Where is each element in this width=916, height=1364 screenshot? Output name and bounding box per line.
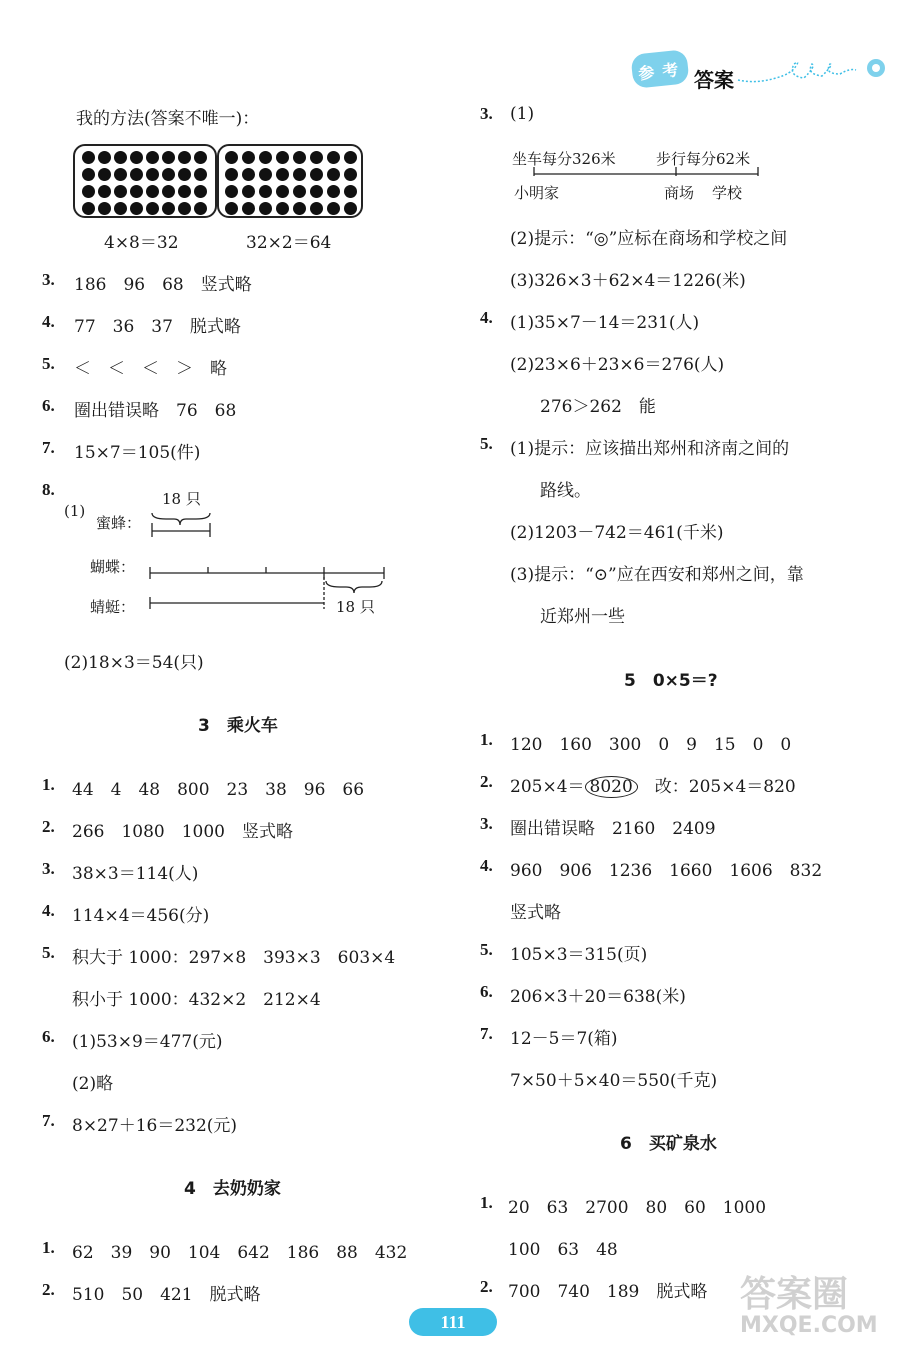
- dot: [259, 202, 272, 215]
- question-number: 7.: [42, 438, 55, 457]
- dot: [194, 202, 207, 215]
- label-bee: 蜜蜂：: [96, 514, 142, 532]
- question-number: 1.: [42, 1238, 55, 1257]
- dot: [82, 168, 95, 181]
- dot: [130, 202, 143, 215]
- answer-text: 120 160 300 0 9 15 0 0: [510, 735, 792, 755]
- label-home: 小明家: [514, 184, 560, 202]
- question-number: 5.: [480, 940, 493, 959]
- dot: [259, 168, 272, 181]
- question-number: 5.: [42, 943, 55, 962]
- label-dragonfly: 蜻蜓：: [90, 598, 136, 616]
- answer-text: 100 63 48: [508, 1240, 618, 1260]
- answer-text: 276＞262 能: [540, 397, 656, 417]
- question-number: 6.: [42, 396, 55, 415]
- dot: [178, 185, 191, 198]
- dot: [162, 202, 175, 215]
- dot: [310, 151, 323, 164]
- question-number: 3.: [42, 270, 55, 289]
- dot: [146, 185, 159, 198]
- answer-text: 62 39 90 104 642 186 88 432: [72, 1243, 408, 1263]
- answer-text: (1)53×9＝477(元): [72, 1032, 223, 1052]
- dot: [98, 185, 111, 198]
- dot: [194, 151, 207, 164]
- watermark-line2: MXQE.COM: [740, 1313, 878, 1338]
- equation-32x2: 32×2＝64: [246, 233, 332, 253]
- q8-part-1: (1): [64, 502, 86, 520]
- question-number: 7.: [480, 1024, 493, 1043]
- dot: [310, 202, 323, 215]
- dot: [327, 185, 340, 198]
- dot: [344, 202, 357, 215]
- dot: [293, 151, 306, 164]
- dot: [130, 185, 143, 198]
- dot: [327, 168, 340, 181]
- circled-error: 8020: [585, 776, 638, 798]
- dot: [114, 168, 127, 181]
- dot: [242, 151, 255, 164]
- dot: [114, 185, 127, 198]
- answer-text: 77 36 37 脱式略: [74, 317, 241, 337]
- dot: [194, 168, 207, 181]
- question-number: 1.: [42, 775, 55, 794]
- dot: [327, 151, 340, 164]
- answer-text: 8×27＋16＝232(元): [72, 1116, 238, 1136]
- dot: [162, 168, 175, 181]
- answer-text: 44 4 48 800 23 38 96 66: [72, 780, 365, 800]
- answer-text: (2)略: [72, 1074, 114, 1094]
- dot: [310, 168, 323, 181]
- method-label: 我的方法(答案不唯一)：: [76, 109, 260, 129]
- answer-text: [510, 772, 796, 797]
- decorative-flourish: [736, 56, 896, 88]
- dot: [293, 202, 306, 215]
- dot: [310, 185, 323, 198]
- question-number: 1.: [480, 1193, 493, 1212]
- question-number: 7.: [42, 1111, 55, 1130]
- question-number: 4.: [480, 308, 493, 327]
- dot: [130, 151, 143, 164]
- dot: [82, 151, 95, 164]
- dot: [293, 185, 306, 198]
- segment-diagram: [140, 505, 400, 615]
- question-number: 6.: [42, 1027, 55, 1046]
- dot: [146, 202, 159, 215]
- question-number: 2.: [42, 1280, 55, 1299]
- dot-group-right: [217, 144, 363, 218]
- dot: [327, 202, 340, 215]
- answer-text: 20 63 2700 80 60 1000: [508, 1198, 767, 1218]
- answer-text: 700 740 189 脱式略: [508, 1282, 708, 1302]
- dot: [225, 202, 238, 215]
- dot: [194, 185, 207, 198]
- answer-text: 206×3＋20＝638(米): [510, 987, 686, 1007]
- dot: [114, 151, 127, 164]
- wrong-equation: 205×4＝: [510, 777, 585, 797]
- dot: [242, 202, 255, 215]
- section-title-4: 4 去奶奶家: [184, 1179, 281, 1199]
- dot: [162, 185, 175, 198]
- answer-text: (3)326×3＋62×4＝1226(米): [510, 271, 746, 291]
- answer-text: 15×7＝105(件): [74, 443, 201, 463]
- dot: [344, 168, 357, 181]
- dot: [82, 185, 95, 198]
- dot: [242, 168, 255, 181]
- answer-text: ＜ ＜ ＜ ＞ 略: [74, 359, 227, 379]
- answer-text: (1)35×7－14＝231(人): [510, 313, 700, 333]
- answer-text: 近郑州一些: [540, 607, 625, 627]
- dot: [178, 151, 191, 164]
- question-number: 4.: [42, 312, 55, 331]
- dot: [178, 168, 191, 181]
- header-badge: [630, 49, 689, 89]
- dot: [98, 168, 111, 181]
- question-number: 6.: [480, 982, 493, 1001]
- answer-text: (3)提示：“⊙”应在西安和郑州之间，靠: [510, 565, 804, 585]
- label-ride-speed: 坐车每分326米: [512, 150, 616, 168]
- dot: [276, 168, 289, 181]
- badge-char-2: 考: [661, 60, 680, 81]
- dot: [225, 151, 238, 164]
- question-number: 5.: [480, 434, 493, 453]
- answer-text: (1): [510, 104, 535, 124]
- dot: [293, 168, 306, 181]
- question-number: 2.: [480, 1277, 493, 1296]
- answer-text: 510 50 421 脱式略: [72, 1285, 261, 1305]
- watermark-line1: 答案圈: [740, 1274, 849, 1315]
- dot: [225, 168, 238, 181]
- question-number: 5.: [42, 354, 55, 373]
- answer-text: 186 96 68 竖式略: [74, 275, 252, 295]
- dot: [82, 202, 95, 215]
- dot: [344, 185, 357, 198]
- q8-part-2: (2)18×3＝54(只): [64, 653, 204, 673]
- dot: [114, 202, 127, 215]
- label-18-side: 18 只: [336, 598, 375, 616]
- label-walk-speed: 步行每分62米: [656, 150, 751, 168]
- dot: [276, 202, 289, 215]
- answer-text: 圈出错误略 76 68: [74, 401, 237, 421]
- page-number: 111: [409, 1308, 497, 1336]
- question-number: 1.: [480, 730, 493, 749]
- question-number: 2.: [480, 772, 493, 791]
- question-number: 4.: [480, 856, 493, 875]
- corrected-equation: 改：205×4＝820: [637, 777, 796, 797]
- answer-text: 960 906 1236 1660 1606 832: [510, 861, 823, 881]
- answer-text: 12－5＝7(箱): [510, 1029, 618, 1049]
- dot: [276, 151, 289, 164]
- answer-text: 积大于 1000：297×8 393×3 603×4: [72, 948, 396, 968]
- answer-text: 38×3＝114(人): [72, 864, 199, 884]
- section-title-3: 3 乘火车: [198, 716, 278, 736]
- answer-text: 114×4＝456(分): [72, 906, 210, 926]
- answer-text: 7×50＋5×40＝550(千克): [510, 1071, 718, 1091]
- question-number: 3.: [42, 859, 55, 878]
- answer-text: 圈出错误略 2160 2409: [510, 819, 716, 839]
- answer-text: 积小于 1000：432×2 212×4: [72, 990, 321, 1010]
- answer-text: 路线。: [540, 481, 591, 501]
- answer-text: 105×3＝315(页): [510, 945, 648, 965]
- section-title-5: 5 0×5＝?: [624, 671, 718, 691]
- dot: [162, 151, 175, 164]
- answer-text: (2)1203－742＝461(千米): [510, 523, 724, 543]
- dot: [242, 185, 255, 198]
- answer-text: 266 1080 1000 竖式略: [72, 822, 293, 842]
- answer-text: (2)提示：“◎”应标在商场和学校之间: [510, 229, 788, 249]
- route-line: [510, 164, 770, 184]
- extra-brace: [326, 581, 382, 593]
- dot: [259, 151, 272, 164]
- label-18-top: 18 只: [162, 490, 201, 508]
- dot: [130, 168, 143, 181]
- dot: [344, 151, 357, 164]
- question-number: 2.: [42, 817, 55, 836]
- dot: [225, 185, 238, 198]
- watermark: [740, 1276, 878, 1338]
- dot: [146, 151, 159, 164]
- dot: [98, 151, 111, 164]
- section-title-6: 6 买矿泉水: [620, 1134, 717, 1154]
- label-butterfly: 蝴蝶：: [90, 558, 136, 576]
- answer-text: (2)23×6＋23×6＝276(人): [510, 355, 725, 375]
- dot: [259, 185, 272, 198]
- badge-char-1: 参: [637, 62, 656, 84]
- question-number: 8.: [42, 480, 55, 499]
- label-school: 学校: [712, 184, 743, 202]
- question-number: 4.: [42, 901, 55, 920]
- header-title: 答案: [694, 68, 734, 92]
- bee-brace: [152, 513, 210, 525]
- dot: [146, 168, 159, 181]
- dot: [98, 202, 111, 215]
- dot: [276, 185, 289, 198]
- label-mall: 商场: [664, 184, 695, 202]
- dot: [178, 202, 191, 215]
- answer-text: 竖式略: [510, 903, 561, 923]
- equation-4x8: 4×8＝32: [104, 233, 179, 253]
- question-number: 3.: [480, 104, 493, 123]
- answer-text: (1)提示：应该描出郑州和济南之间的: [510, 439, 790, 459]
- question-number: 3.: [480, 814, 493, 833]
